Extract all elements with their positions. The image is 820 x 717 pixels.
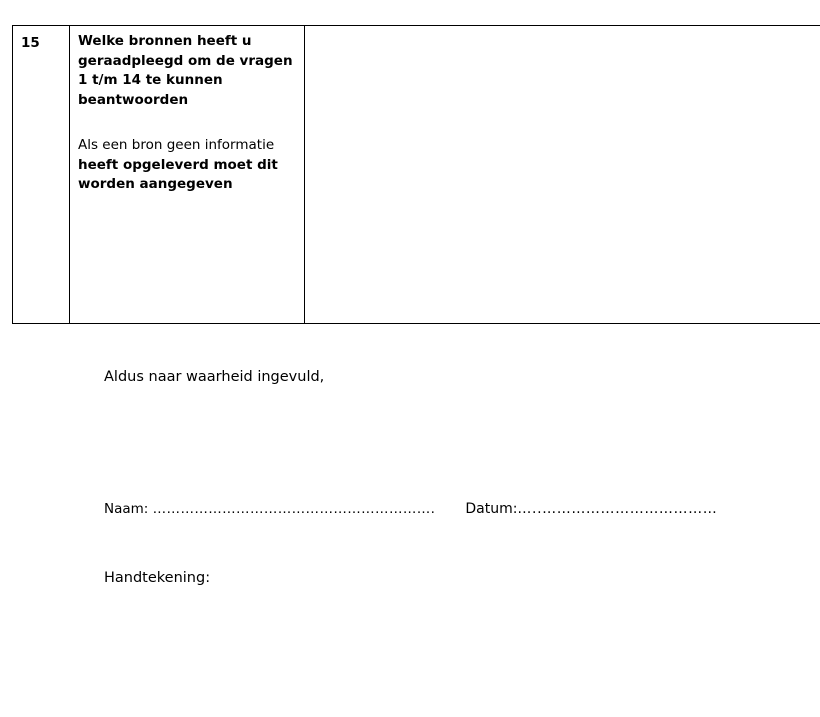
- date-field[interactable]: [465, 500, 717, 520]
- answer-cell[interactable]: [305, 26, 820, 324]
- name-dots: …………………………………………………….: [152, 501, 436, 517]
- question-subtext: [78, 136, 296, 195]
- questionnaire-table: [12, 25, 820, 324]
- signature-fields-row: [104, 500, 784, 520]
- table-row: [13, 26, 820, 324]
- row-number-cell: [13, 26, 70, 324]
- name-label: Naam:: [104, 501, 149, 517]
- question-cell: [70, 26, 305, 324]
- question-title: Welke bronnen heeft u geraadpleegd om de vragen 1 t/m 14 te kunnen beantwoorden: [78, 33, 293, 108]
- signature-label: Handtekening:: [104, 570, 211, 586]
- declaration-statement: Aldus naar waarheid ingevuld,: [104, 369, 325, 385]
- question-subtext-bold: heeft opgeleverd moet dit worden aangegeven: [78, 156, 278, 193]
- question-subtext-plain: Als een bron geen informatie: [78, 137, 275, 154]
- name-field[interactable]: [104, 500, 435, 519]
- date-dots: …..………………………………: [517, 501, 718, 517]
- date-label: Datum:: [465, 501, 518, 517]
- row-number: 15: [21, 35, 40, 51]
